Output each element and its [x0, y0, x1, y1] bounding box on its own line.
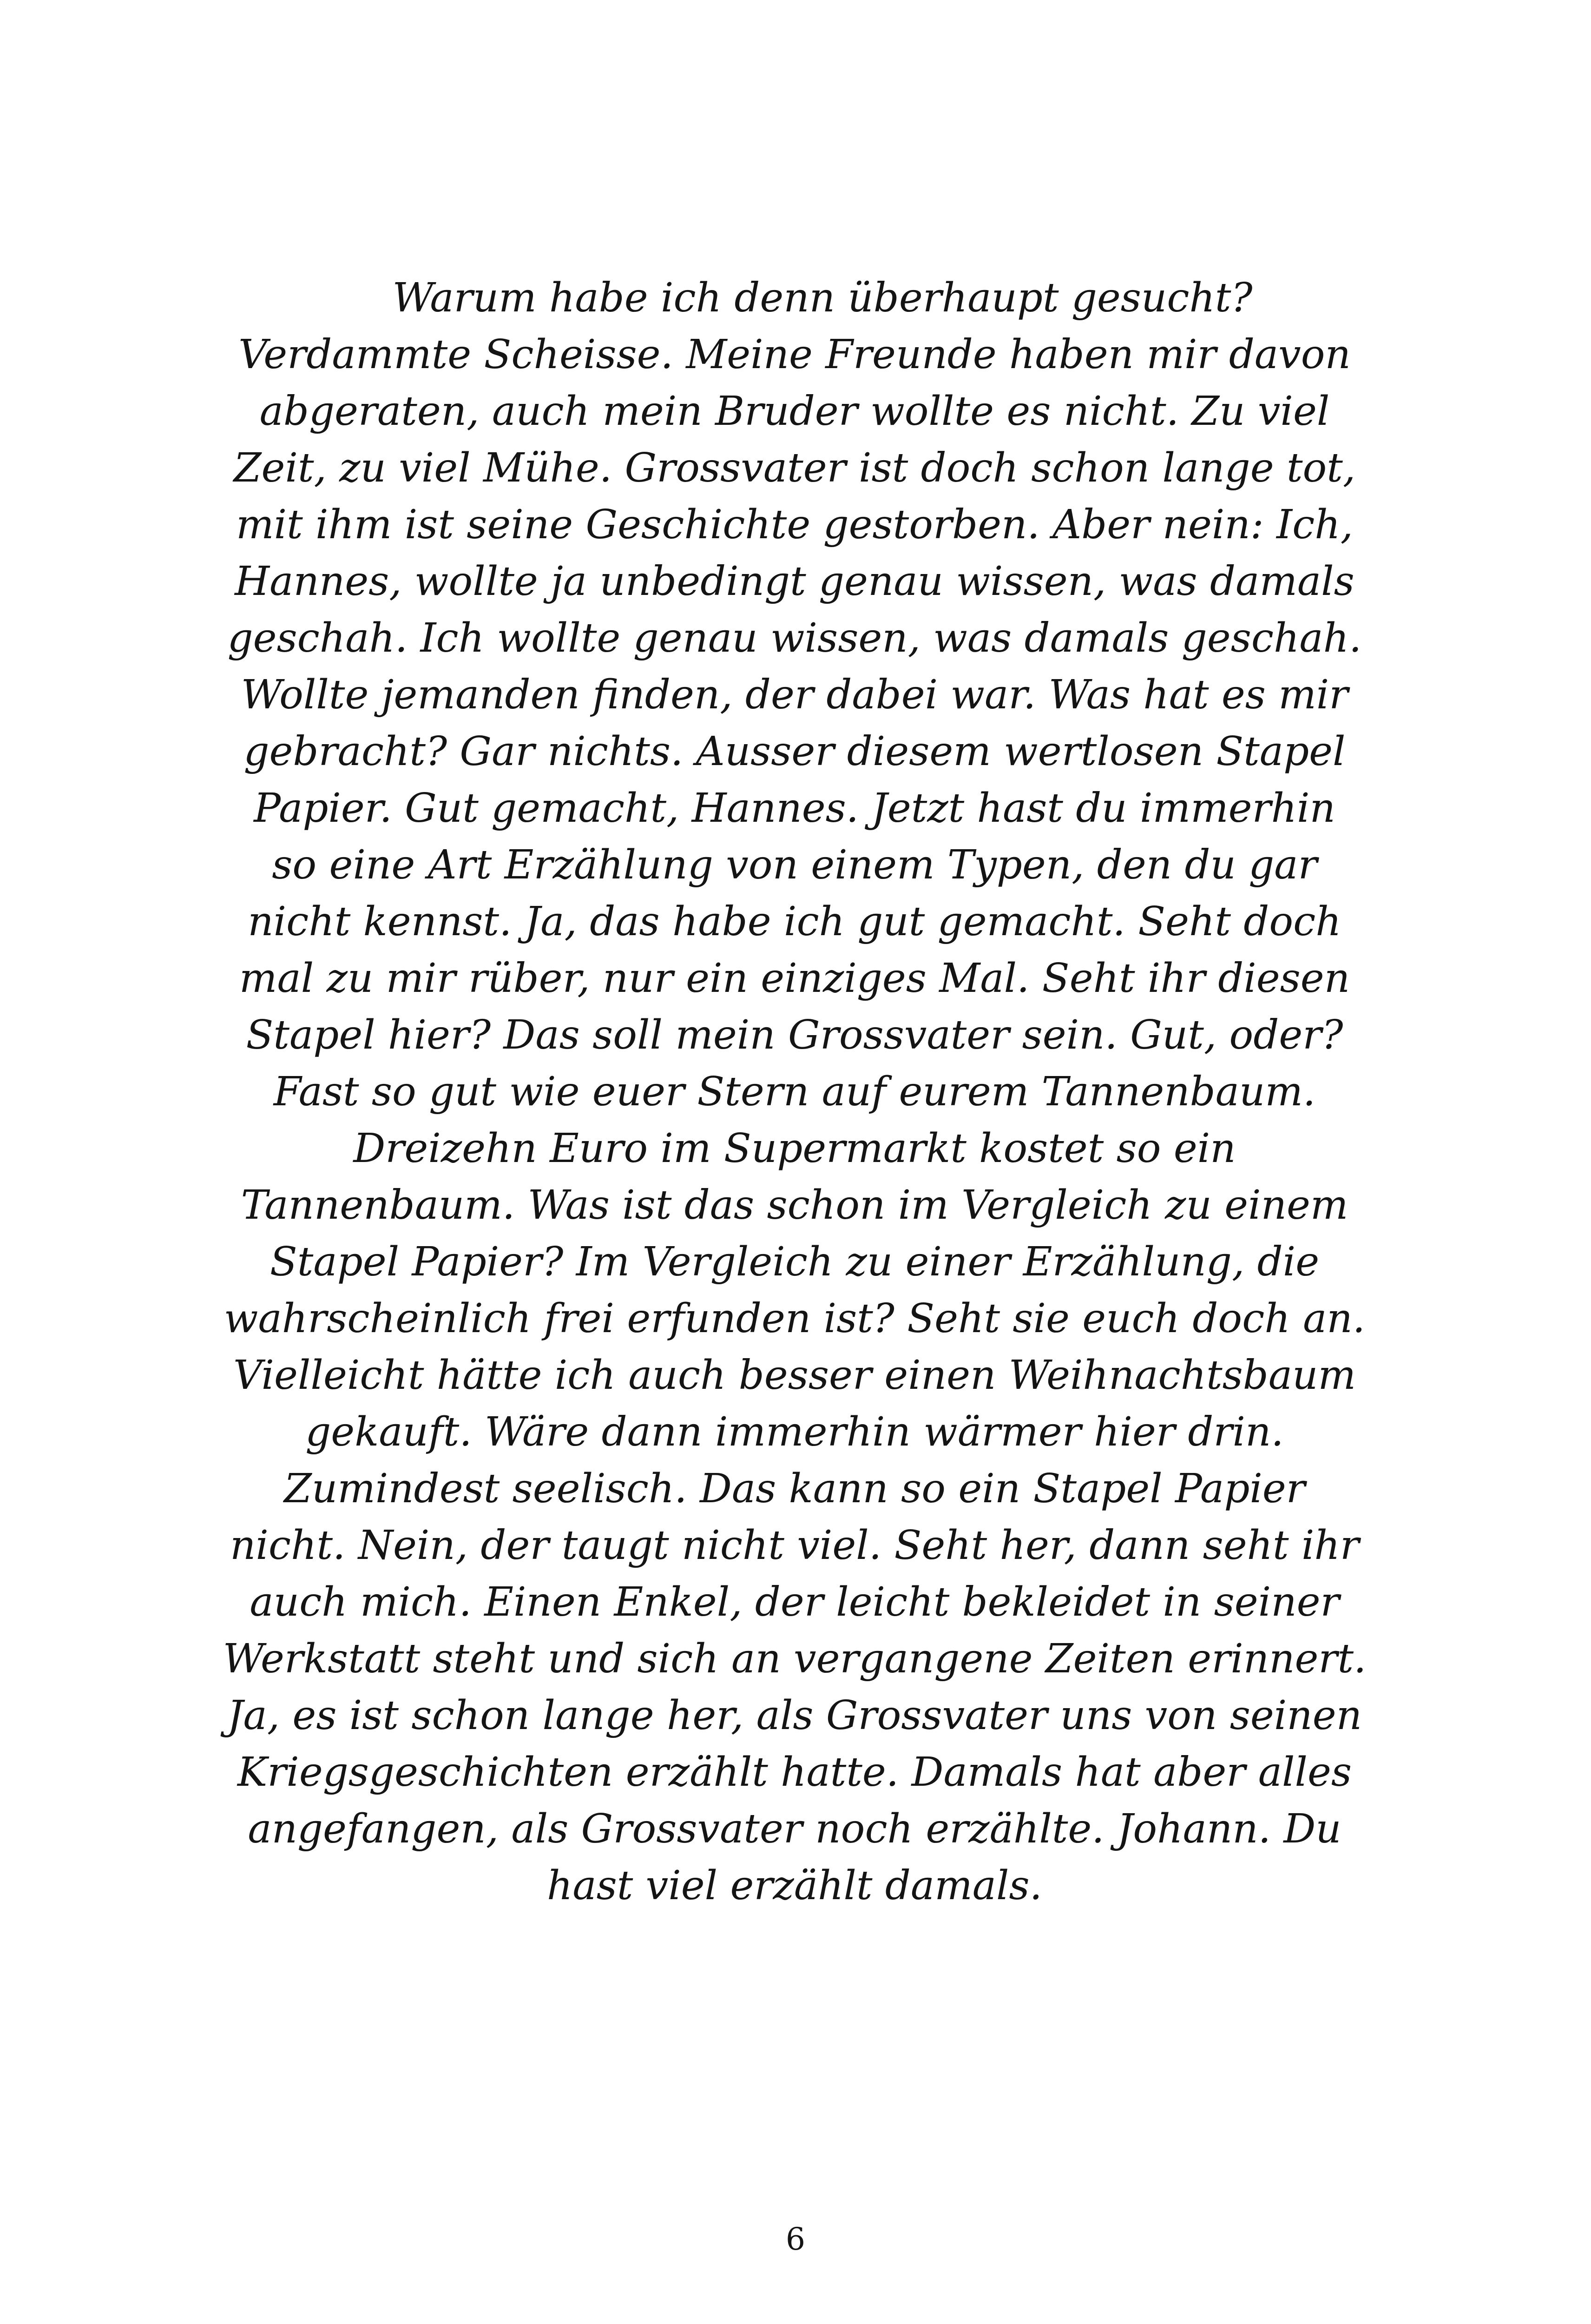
text-line: gebracht? Gar nichts. Ausser diesem wertlosen Stapel	[243, 728, 1346, 775]
text-line: mit ihm ist seine Geschichte gestorben. Aber nein: Ich,	[236, 502, 1353, 548]
text-line: abgeraten, auch mein Bruder wollte es nicht. Zu viel	[259, 388, 1330, 435]
text-line: gekauft. Wäre dann immerhin wärmer hier drin.	[305, 1409, 1284, 1455]
text-line: auch mich. Einen Enkel, der leicht bekleidet in seiner	[250, 1579, 1340, 1625]
body-text	[204, 270, 1385, 1914]
text-line: mal zu mir rüber, nur ein einziges Mal. Seht ihr diesen	[239, 955, 1350, 1002]
text-line: Vielleicht hätte ich auch besser einen Weihnachtsbaum	[233, 1352, 1356, 1399]
text-line: angefangen, als Grossvater noch erzählte. Johann. Du	[248, 1806, 1341, 1852]
text-line: nicht. Nein, der taugt nicht viel. Seht her, dann seht ihr	[230, 1522, 1359, 1569]
text-line: Ja, es ist schon lange her, als Grossvater uns von seinen	[227, 1692, 1362, 1739]
text-line: Stapel Papier? Im Vergleich zu einer Erzählung, die	[270, 1239, 1320, 1285]
text-line: Wollte jemanden finden, der dabei war. Was hat es mir	[241, 672, 1348, 718]
text-line: geschah. Ich wollte genau wissen, was damals geschah.	[227, 615, 1362, 661]
text-line: Kriegsgeschichten erzählt hatte. Damals hat aber alles	[237, 1749, 1352, 1796]
text-line: Papier. Gut gemacht, Hannes. Jetzt hast du immerhin	[254, 785, 1335, 832]
text-line: Warum habe ich denn überhaupt gesucht?	[392, 275, 1253, 321]
page-number: 6	[786, 2221, 805, 2257]
text-line: Verdammte Scheisse. Meine Freunde haben mir davon	[238, 331, 1351, 378]
text-line: Tannenbaum. Was ist das schon im Vergleich zu einem	[241, 1182, 1348, 1228]
text-line: wahrscheinlich frei erfunden ist? Seht sie euch doch an.	[224, 1295, 1366, 1342]
text-line: Dreizehn Euro im Supermarkt kostet so ein	[353, 1125, 1236, 1172]
text-line: Stapel hier? Das soll mein Grossvater sein. Gut, oder?	[246, 1012, 1343, 1058]
text-line: hast viel erzählt damals.	[546, 1862, 1042, 1909]
text-line: Zumindest seelisch. Das kann so ein Stapel Papier	[284, 1466, 1305, 1512]
text-line: Hannes, wollte ja unbedingt genau wissen, was damals	[235, 558, 1354, 605]
text-line: Zeit, zu viel Mühe. Grossvater ist doch schon lange tot,	[233, 445, 1356, 491]
text-line: Werkstatt steht und sich an vergangene Zeiten erinnert.	[223, 1636, 1367, 1682]
text-line: Fast so gut wie euer Stern auf eurem Tannenbaum.	[273, 1069, 1316, 1115]
text-line: so eine Art Erzählung von einem Typen, den du gar	[272, 842, 1317, 888]
text-line: nicht kennst. Ja, das habe ich gut gemacht. Seht doch	[248, 898, 1341, 945]
